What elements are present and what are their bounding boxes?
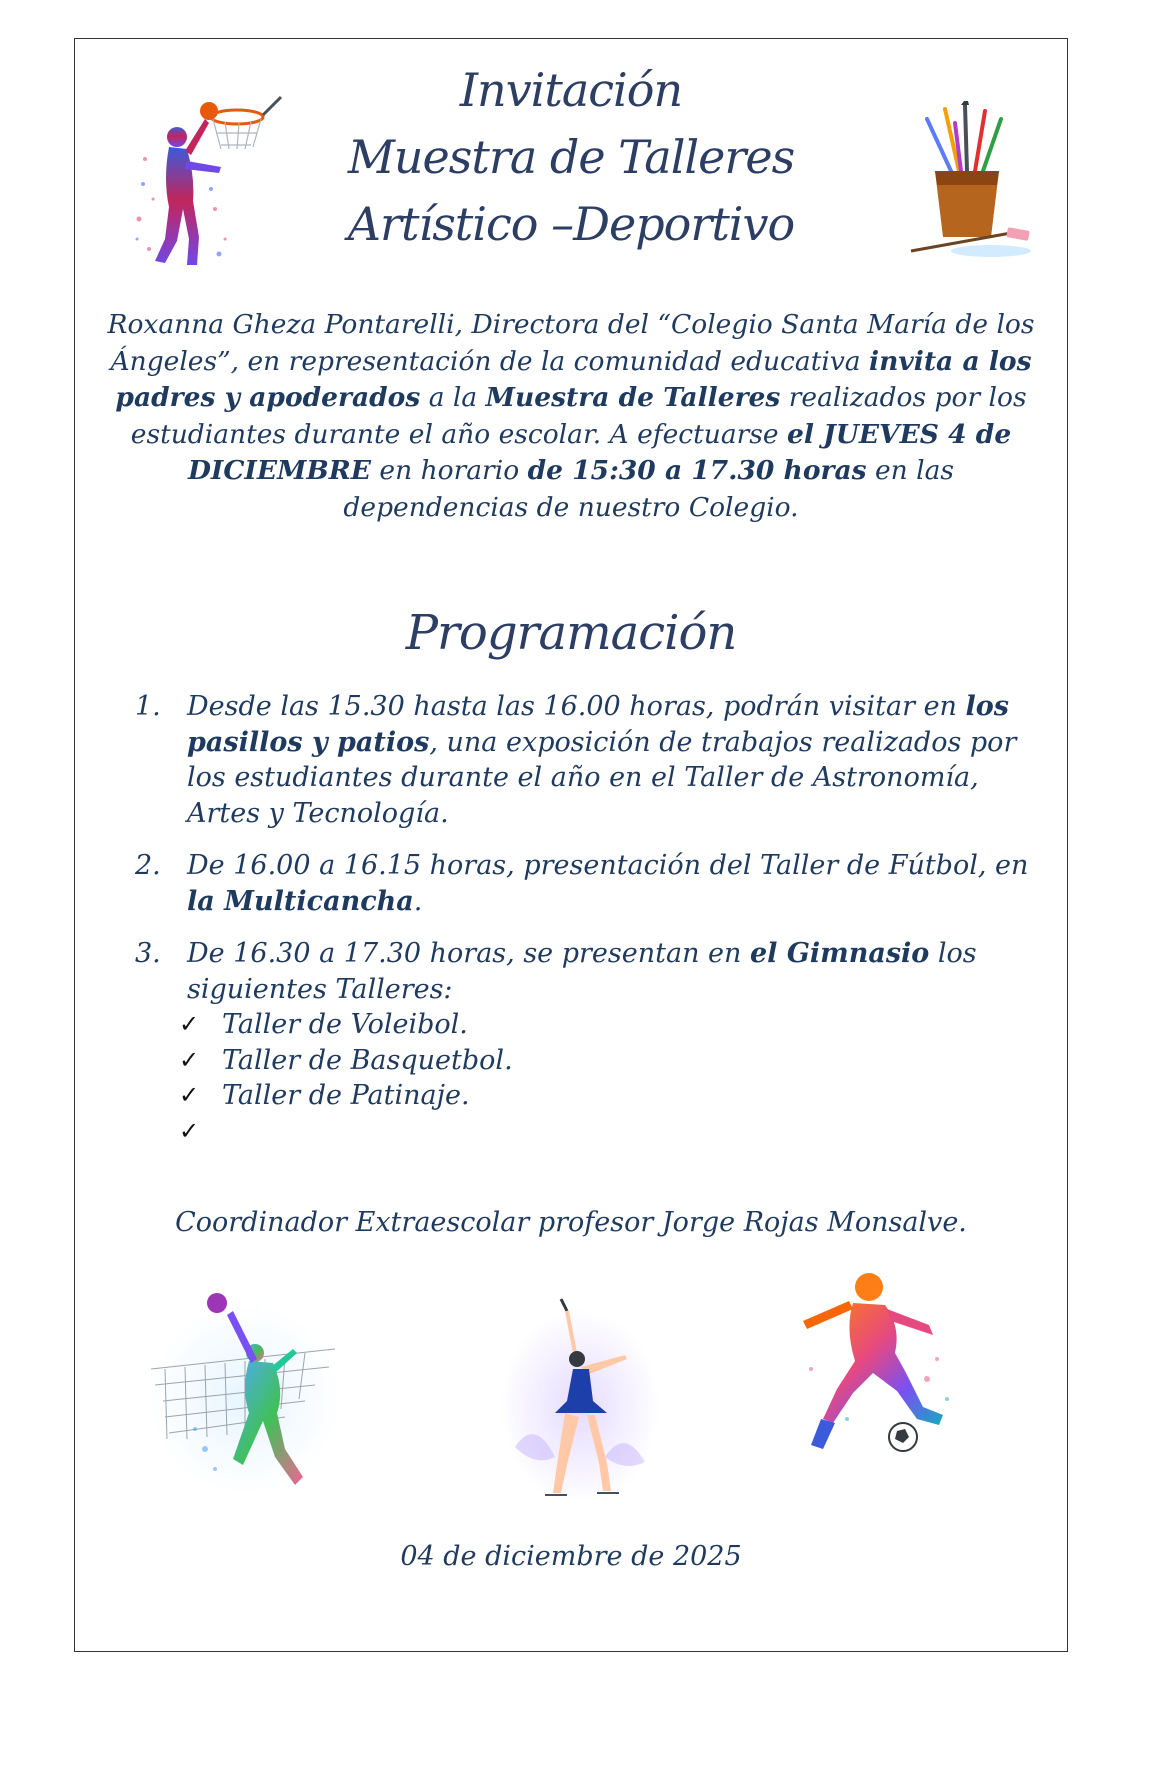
taller-voleibol bbox=[179, 1007, 1039, 1043]
intro-text-1: Roxanna Gheza Pontarelli, Directora del “Colegio Santa María de los Ángeles”, en representación de la comunidad educativa bbox=[107, 309, 1035, 377]
program-list bbox=[135, 689, 1039, 1149]
programacion-title: Programación bbox=[405, 605, 737, 661]
program-item-2 bbox=[135, 848, 1039, 919]
program-item-number: 2. bbox=[135, 850, 161, 881]
intro-paragraph bbox=[99, 307, 1043, 526]
program-item-text: los siguientes Talleres: bbox=[187, 938, 977, 1005]
title-line-1: Invitación bbox=[459, 63, 683, 117]
volleyball-player-illustration bbox=[145, 1289, 345, 1509]
title-line-2: Muestra de Talleres bbox=[347, 130, 795, 184]
check-icon: ✓ bbox=[179, 1116, 200, 1145]
document-date: 04 de diciembre de 2025 bbox=[400, 1541, 742, 1572]
taller-label: Taller de Basquetbol. bbox=[222, 1044, 513, 1076]
taller-patinaje bbox=[179, 1078, 1039, 1114]
program-item-bold: la Multicancha bbox=[187, 885, 414, 917]
check-icon: ✓ bbox=[179, 1010, 200, 1038]
intro-bold-fecha: el JUEVES 4 de DICIEMBRE bbox=[187, 418, 1012, 486]
basketball-player-illustration bbox=[125, 89, 285, 269]
check-icon: ✓ bbox=[179, 1045, 200, 1074]
intro-text-5: en las dependencias de nuestro Colegio. bbox=[343, 455, 955, 523]
intro-bold-horario: de 15:30 a 17.30 horas bbox=[527, 455, 867, 486]
program-item-bold: el Gimnasio bbox=[750, 938, 930, 969]
taller-label: Taller de Voleibol. bbox=[222, 1009, 468, 1040]
coordinador-line: Coordinador Extraescolar profesor Jorge Rojas Monsalve. bbox=[175, 1207, 967, 1238]
program-item-text: . bbox=[413, 885, 423, 917]
taller-basquetbol bbox=[179, 1043, 1039, 1079]
intro-text-3: realizados por los estudiantes durante el año escolar. A efectuarse bbox=[130, 382, 1027, 450]
paintbrushes-pot-illustration bbox=[901, 101, 1051, 261]
program-item-1 bbox=[135, 689, 1039, 831]
soccer-player-illustration bbox=[787, 1269, 967, 1469]
taller-label: Taller de Patinaje. bbox=[222, 1080, 470, 1111]
talleres-checklist bbox=[135, 1007, 1039, 1149]
title-line-3: Artístico –Deportivo bbox=[347, 197, 795, 251]
program-item-bold: los pasillos y patios bbox=[187, 691, 1009, 758]
program-item-number: 3. bbox=[135, 938, 161, 969]
intro-bold-muestra: Muestra de Talleres bbox=[485, 382, 781, 413]
intro-bold-invita: invita a los padres y apoderados bbox=[115, 345, 1032, 413]
intro-text-4: en horario bbox=[370, 455, 528, 486]
taller-empty bbox=[179, 1114, 1039, 1150]
program-item-text: De 16.30 a 17.30 horas, se presentan en bbox=[187, 938, 750, 969]
program-item-number: 1. bbox=[135, 691, 161, 722]
program-item-3 bbox=[135, 936, 1039, 1007]
invitation-frame bbox=[74, 38, 1068, 1652]
intro-text-2: a la bbox=[420, 382, 486, 413]
check-icon: ✓ bbox=[179, 1081, 200, 1109]
figure-skater-illustration bbox=[495, 1297, 665, 1507]
program-item-text: Desde las 15.30 hasta las 16.00 horas, podrán visitar en bbox=[187, 691, 966, 722]
program-item-text: De 16.00 a 16.15 horas, presentación del Taller de Fútbol, en bbox=[187, 850, 1029, 881]
program-item-text: , una exposición de trabajos realizados por los estudiantes durante el año en el Taller de Astronomía, Artes y Tecnología. bbox=[187, 726, 1017, 829]
